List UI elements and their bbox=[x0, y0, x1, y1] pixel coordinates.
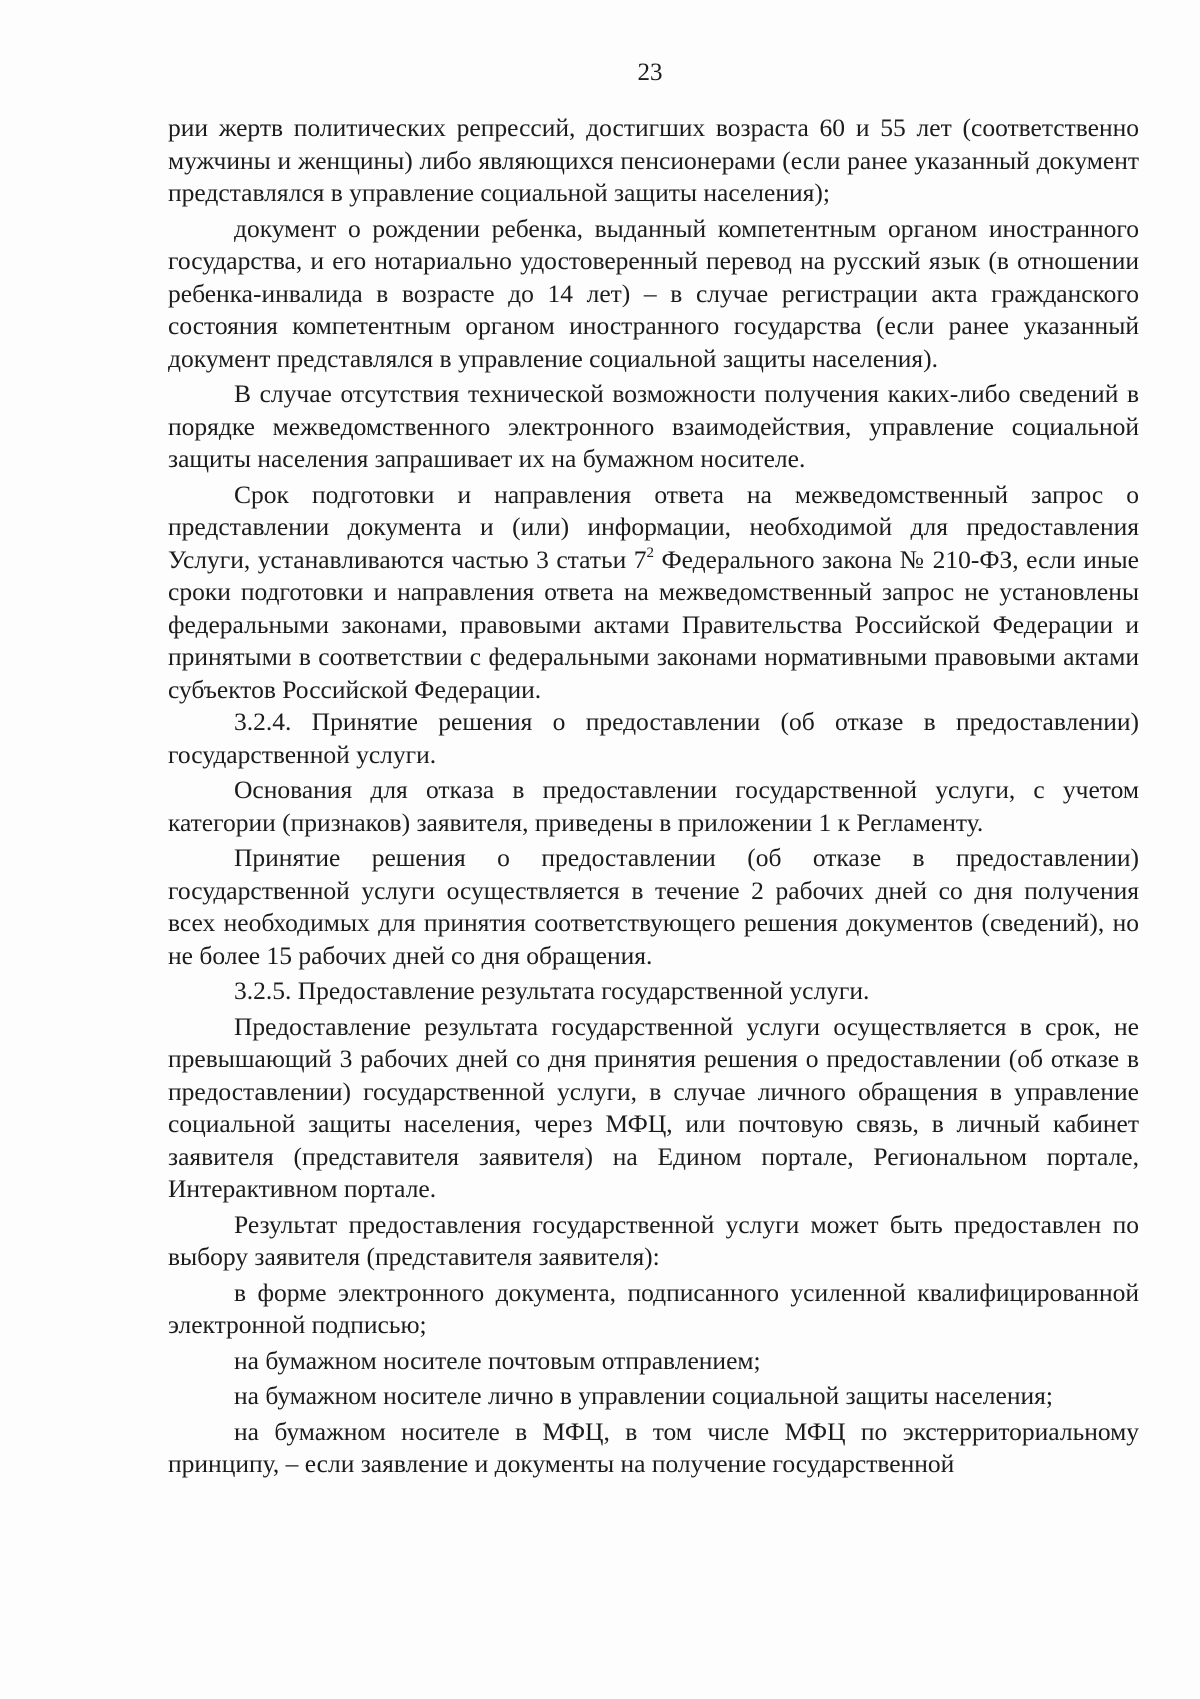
list-item-in-person-office: на бумажном носителе лично в управлении социальной защиты населения; bbox=[234, 1381, 1053, 1410]
paragraph-continuation: рии жертв политических репрессий, достигших возраста 60 и 55 лет (соответственно мужчины и женщины) либо являющихся пенсионерами (если ранее указанный документ представлялся в управление социальной защиты населения); bbox=[168, 113, 1139, 207]
paragraph-decision-timing: Принятие решения о предоставлении (об отказе в предоставлении) государственной услуги осуществляется в течение 2 рабочих дней со дня получения всех необходимых для принятия соответствующего решения документов (сведений), но не более 15 рабочих дней со дня обращения. bbox=[168, 843, 1139, 970]
paragraph-result-delivery-timing: Предоставление результата государственной услуги осуществляется в срок, не превышающий 3 рабочих дней со дня принятия решения о предоставлении (об отказе в предоставлении) государственной услуги, в случае личного обращения в управление социальной защиты населения, через МФЦ, или почтовую связь, в личный кабинет заявителя (представителя заявителя) на Едином портале, Региональном портале, Интерактивном портале. bbox=[168, 1011, 1139, 1203]
superscript-article-number: 2 bbox=[646, 544, 654, 561]
section-heading-3-2-4: 3.2.4. Принятие решения о предоставлении (об отказе в предоставлении) государственной услуги. bbox=[168, 707, 1139, 769]
list-item-electronic-document: в форме электронного документа, подписанного усиленной квалифицированной электронной подписью; bbox=[168, 1277, 1139, 1339]
list-item-mfc: на бумажном носителе в МФЦ, в том числе МФЦ по экстерриториальному принципу, – если заявление и документы на получение государственной bbox=[168, 1416, 1139, 1478]
section-heading-3-2-5: 3.2.5. Предоставление результата государственной услуги. bbox=[234, 976, 870, 1005]
paragraph-response-deadline-part-1: Срок подготовки и направления ответа на межведомственный запрос о представлении документа и (или) информации, необходимой для предоставления Услуги, устанавливаются частью 3 статьи 7 bbox=[168, 479, 1139, 574]
paragraph-response-deadline bbox=[168, 479, 1139, 707]
paragraph-refusal-grounds: Основания для отказа в предоставлении государственной услуги, с учетом категории (признаков) заявителя, приведены в приложении 1 к Регламенту. bbox=[168, 775, 1139, 837]
paragraph-response-deadline-part-2: Федерального закона № 210-ФЗ, если иные сроки подготовки и направления ответа на межведомственный запрос не установлены федеральными законами, правовыми актами Правительства Российской Федерации и принятыми в соответствии с федеральными законами нормативными правовыми актами субъектов Российской Федерации. bbox=[168, 544, 1139, 704]
paragraph-no-technical-possibility: В случае отсутствия технической возможности получения каких-либо сведений в порядке межведомственного электронного взаимодействия, управление социальной защиты населения запрашивает их на бумажном носителе. bbox=[168, 379, 1139, 473]
page-number: 23 bbox=[637, 59, 663, 86]
paragraph-birth-document: документ о рождении ребенка, выданный компетентным органом иностранного государства, и его нотариально удостоверенный перевод на русский язык (в отношении ребенка-инвалида в возрасте до 14 лет) – в случае регистрации акта гражданского состояния компетентным органом иностранного государства (если ранее указанный документ представлялся в управление социальной защиты населения). bbox=[168, 213, 1139, 373]
paragraph-result-options-intro: Результат предоставления государственной услуги может быть предоставлен по выбору заявителя (представителя заявителя): bbox=[168, 1209, 1139, 1271]
list-item-postal-mail: на бумажном носителе почтовым отправлением; bbox=[234, 1345, 761, 1375]
document-body bbox=[168, 112, 1139, 1481]
